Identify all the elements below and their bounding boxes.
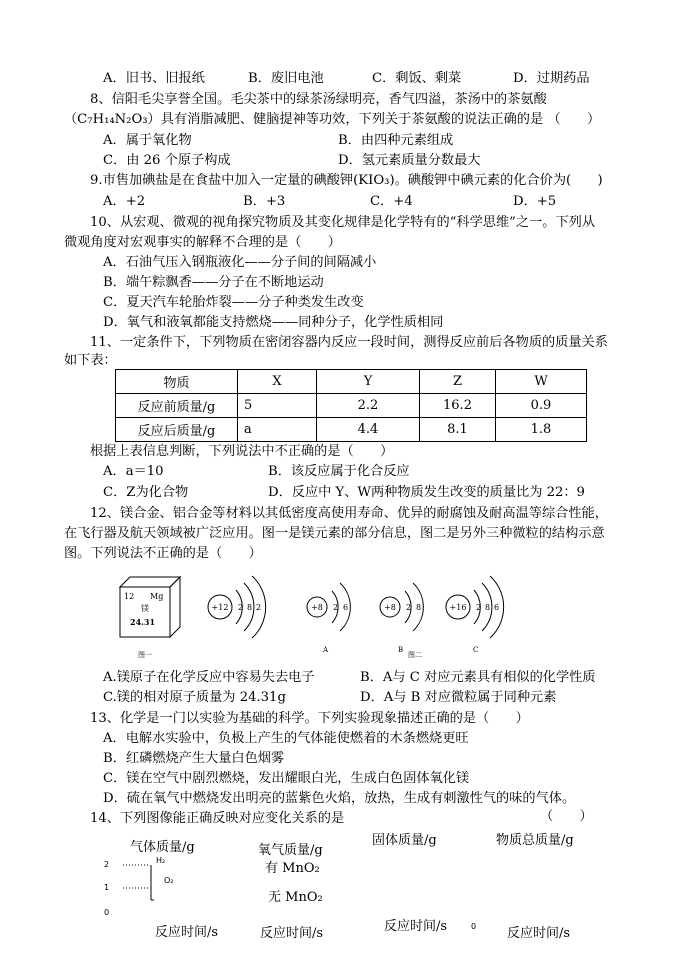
q9-option-b: B．+3 — [243, 194, 286, 209]
shell-count: 2 — [256, 603, 262, 612]
q10-stem-2: 微观角度对宏观事实的解释不合理的是（ ） — [64, 235, 341, 250]
atom-nucleus: +16 — [449, 603, 467, 612]
graph-4-xlabel: 反应时间/s — [507, 926, 571, 941]
graph-1-curve-h2: H₂ — [156, 856, 166, 865]
table-header-cell: Y — [317, 370, 420, 394]
table-cell: a — [238, 418, 317, 442]
graph-3-ylabel: 固体质量/g — [372, 833, 437, 848]
q13-stem: 13、化学是一门以实验为基础的科学。下列实验现象描述正确的是（ ） — [90, 711, 529, 726]
graph-2-curve-without-mno2: 无 MnO₂ — [268, 890, 323, 905]
q10-option-a: A．石油气压入钢瓶液化——分子间的间隔减小 — [103, 255, 377, 270]
q9-option-c: C．+4 — [370, 194, 413, 209]
q11-stem-1: 11、一定条件下，下列物质在密闭容器内反应一段时间，测得反应前后各物质的质量关系 — [90, 335, 608, 350]
graph-4-origin: 0 — [471, 922, 477, 931]
atom-a — [307, 583, 350, 654]
q11-option-a: A．a＝10 — [103, 464, 164, 479]
shell-count: 8 — [416, 603, 422, 612]
q7-option-c: C．剩饭、剩菜 — [372, 71, 462, 86]
q11-option-d: D．反应中 Y、W两种物质发生改变的质量比为 22：9 — [268, 485, 585, 500]
table-cell: 5 — [238, 394, 317, 418]
q9-option-a: A．+2 — [103, 194, 146, 209]
graph-4-ylabel: 物质总质量/g — [496, 833, 574, 848]
q12-option-b: B．A与 C 对应元素具有相似的化学性质 — [360, 670, 596, 685]
q12-option-d: D．A与 B 对应微粒属于同种元素 — [360, 690, 557, 705]
shell-count: 2 — [476, 603, 482, 612]
atomic-structure-figure — [110, 565, 530, 665]
shell-count: 8 — [247, 603, 253, 612]
q8-option-c: C．由 26 个原子构成 — [103, 153, 231, 168]
shell-count: 2 — [406, 603, 412, 612]
atom-nucleus: +8 — [311, 603, 323, 612]
element-card — [120, 577, 180, 637]
q12-option-a: A.镁原子在化学反应中容易失去电子 — [103, 670, 315, 685]
q8-option-d: D．氢元素质量分数最大 — [338, 153, 481, 168]
atom-nucleus: +8 — [384, 603, 396, 612]
q8-stem-2: （C₇H₁₄N₂O₃）具有消脂减肥、健脑提神等功效，下列关于茶氨酸的说法正确的是 （ ） — [64, 112, 601, 127]
graph-1-plot — [118, 855, 178, 915]
graph-1-tick: 2 — [104, 860, 110, 869]
q7-option-a: A．旧书、旧报纸 — [103, 71, 205, 86]
atom-label: C — [473, 646, 479, 654]
q13-option-c: C．镁在空气中剧烈燃烧，发出耀眼白光，生成白色固体氧化镁 — [103, 771, 470, 786]
graph-1-curve-o2: O₂ — [164, 876, 174, 885]
graph-1-xlabel: 反应时间/s — [155, 925, 219, 940]
table-header-row — [116, 370, 587, 394]
q12-stem-3: 图。下列说法不正确的是（ ） — [64, 546, 262, 561]
table-row — [116, 394, 587, 418]
atom-nucleus: +12 — [211, 603, 229, 612]
figure-1-label: 图一 — [138, 651, 152, 659]
atom-mg — [208, 576, 266, 638]
table-cell: 8.1 — [420, 418, 496, 442]
q9-option-d: D．+5 — [513, 194, 557, 209]
q11-stem-2: 如下表： — [64, 353, 117, 368]
q13-option-b: B．红磷燃烧产生大量白色烟雾 — [103, 751, 285, 766]
q10-option-b: B．端午粽飘香——分子在不断地运动 — [103, 275, 324, 290]
q12-stem-2: 在飞行器及航天领域被广泛应用。图一是镁元素的部分信息，图二是另外三种微粒的结构示意 — [64, 526, 605, 541]
q12-stem-1: 12、镁合金、铝合金等材料以其低密度高使用寿命、优异的耐腐蚀及耐高温等综合性能， — [90, 506, 608, 521]
figure-2-label: 图二 — [408, 651, 422, 659]
element-symbol: Mg — [150, 592, 164, 601]
table-header-cell: 物质 — [116, 370, 238, 394]
table-cell: 反应前质量/g — [116, 394, 238, 418]
q14-answer-paren: （ ） — [540, 809, 593, 824]
q12-option-c: C.镁的相对原子质量为 24.31g — [103, 690, 286, 705]
shell-count: 6 — [343, 603, 349, 612]
q13-option-a: A．电解水实验中，负极上产生的气体能使燃着的木条燃烧更旺 — [103, 731, 469, 746]
q8-option-a: A．属于氧化物 — [103, 133, 192, 148]
element-number: 12 — [124, 592, 135, 601]
table-row — [116, 418, 587, 442]
q13-option-d: D．硫在氧气中燃烧发出明亮的蓝紫色火焰，放热，生成有刺激性气的味的气体。 — [103, 791, 576, 806]
shell-count: 2 — [238, 603, 244, 612]
q10-option-c: C．夏天汽车轮胎炸裂——分子种类发生改变 — [103, 295, 364, 310]
mass-table — [115, 369, 587, 442]
q8-option-b: B．由四种元素组成 — [338, 133, 454, 148]
atom-b — [380, 583, 423, 654]
table-cell: 2.2 — [317, 394, 420, 418]
graph-1-ylabel: 气体质量/g — [130, 840, 195, 855]
graph-2-curve-with-mno2: 有 MnO₂ — [265, 861, 320, 876]
atom-c — [446, 576, 504, 654]
shell-count: 2 — [333, 603, 339, 612]
atom-label: B — [398, 646, 404, 654]
shell-count: 8 — [485, 603, 491, 612]
graph-2-xlabel: 反应时间/s — [260, 926, 324, 941]
graph-1-tick: 1 — [104, 883, 110, 892]
q11-stem-3: 根据上表信息判断，下列说法中不正确的是（ ） — [90, 444, 394, 459]
table-cell: 16.2 — [420, 394, 496, 418]
graph-1-tick: 0 — [104, 908, 110, 917]
q14-stem: 14、下列图像能正确反映对应变化关系的是 — [90, 811, 345, 826]
table-cell: 0.9 — [496, 394, 587, 418]
table-cell: 反应后质量/g — [116, 418, 238, 442]
table-header-cell: X — [238, 370, 317, 394]
q7-option-b: B．废旧电池 — [248, 71, 324, 86]
table-header-cell: Z — [420, 370, 496, 394]
graph-2-ylabel: 氧气质量/g — [258, 843, 323, 858]
table-cell: 1.8 — [496, 418, 587, 442]
q9-stem: 9.市售加碘盐是在食盐中加入一定量的碘酸钾(KIO₃)。碘酸钾中碘元素的化合价为( ) — [90, 173, 603, 188]
table-cell: 4.4 — [317, 418, 420, 442]
graph-3-xlabel: 反应时间/s — [384, 919, 448, 934]
element-mass: 24.31 — [130, 617, 156, 627]
atom-label: A — [323, 646, 329, 654]
q8-stem-1: 8、信阳毛尖享誉全国。毛尖茶中的绿茶汤绿明亮，香气四溢，茶汤中的茶氨酸 — [90, 92, 547, 107]
table-header-cell: W — [496, 370, 587, 394]
q10-option-d: D．氧气和液氧都能支持燃烧——同种分子，化学性质相同 — [103, 315, 444, 330]
element-name: 镁 — [141, 604, 149, 613]
q10-stem-1: 10、从宏观、微观的视角探究物质及其变化规律是化学特有的“科学思维”之一。下列从 — [90, 215, 596, 230]
shell-count: 6 — [494, 603, 500, 612]
q11-option-c: C．Z为化合物 — [103, 485, 189, 500]
q7-option-d: D．过期药品 — [513, 71, 590, 86]
q11-option-b: B．该反应属于化合反应 — [268, 464, 410, 479]
